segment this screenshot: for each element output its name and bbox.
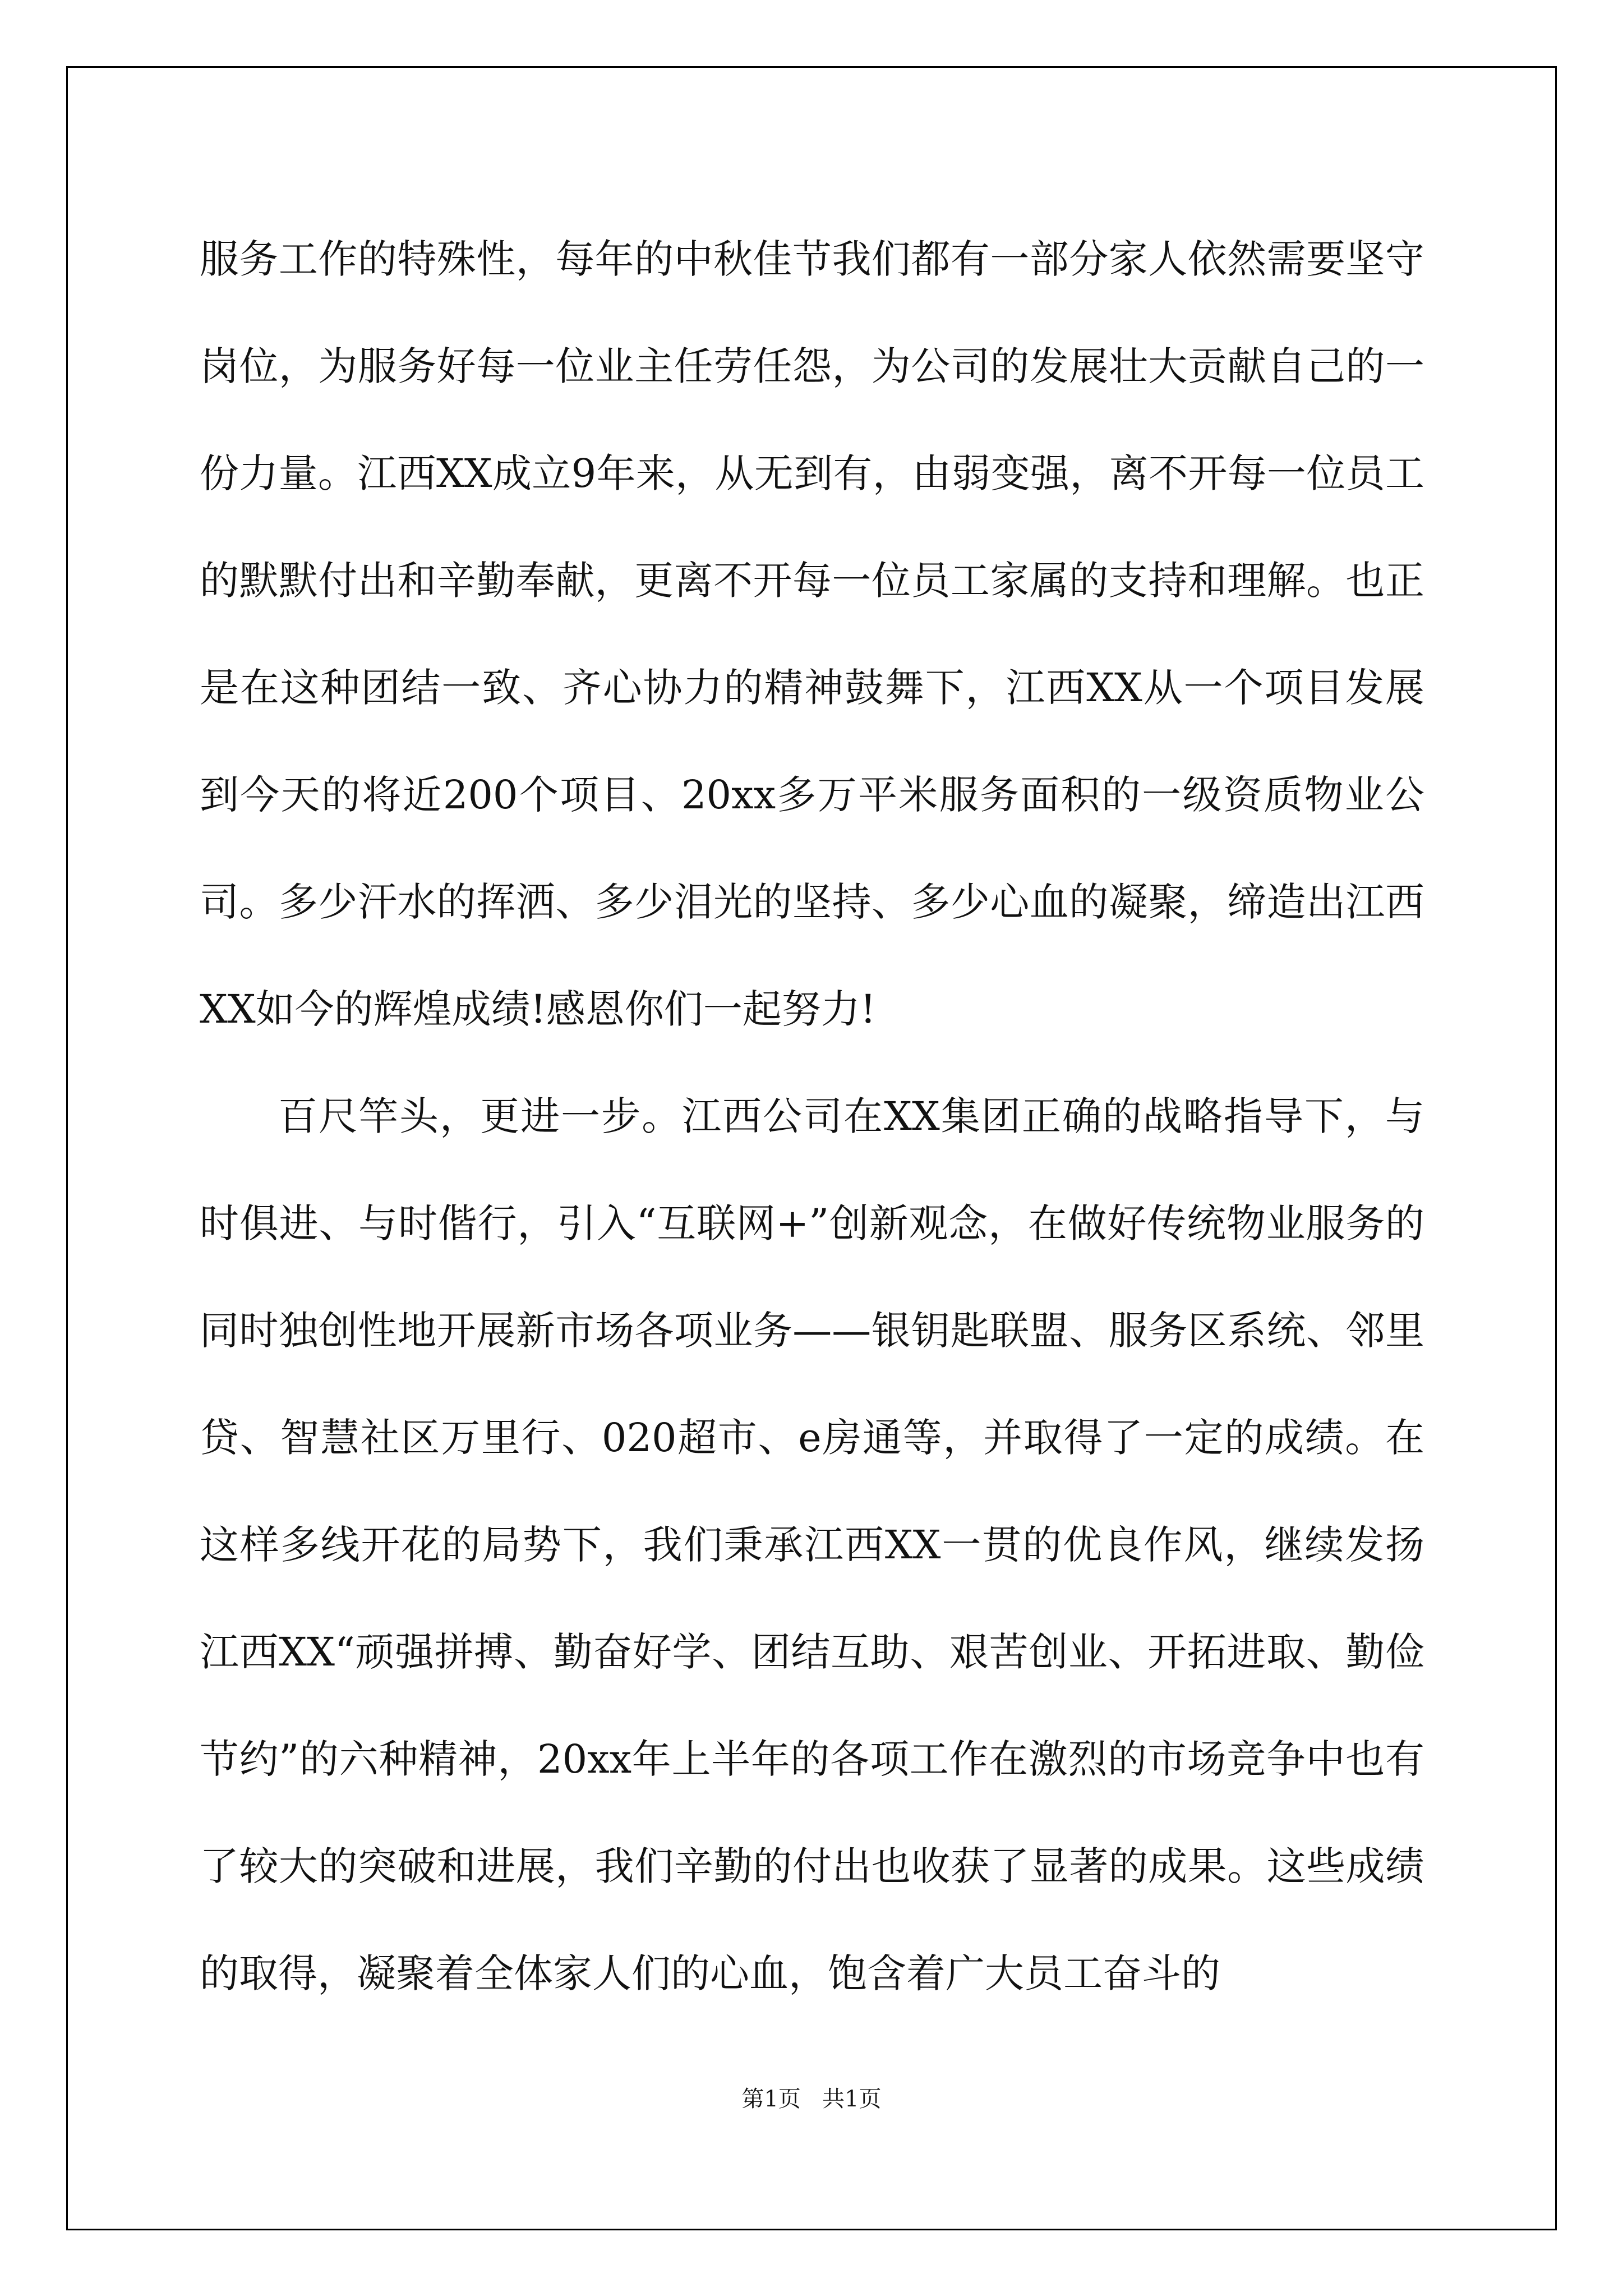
paragraph-2: 百尺竿头，更进一步。江西公司在XX集团正确的战略指导下，与时俱进、与时偕行，引入“互联网+”创新观念，在做好传统物业服务的同时独创性地开展新市场各项业务——银钥匙联盟、服务区系统、邻里贷、智慧社区万里行、020超市、e房通等，并取得了一定的成绩。在这样多线开花的局势下，我们秉承江西XX一贯的优良作风，继续发扬江西XX“顽强拼搏、勤奋好学、团结互助、艰苦创业、开拓进取、勤俭节约”的六种精神，20xx年上半年的各项工作在激烈的市场竞争中也有了较大的突破和进展，我们辛勤的付出也收获了显著的成果。这些成绩的取得，凝聚着全体家人们的心血，饱含着广大员工奋斗的: [200, 1093, 1424, 1996]
document-body: [200, 206, 1424, 2027]
page-footer: 第1页 共1页: [741, 2086, 882, 2112]
paragraph-1: 服务工作的特殊性，每年的中秋佳节我们都有一部分家人依然需要坚守岗位，为服务好每一位业主任劳任怨，为公司的发展壮大贡献自己的一份力量。江西XX成立9年来，从无到有，由弱变强，离不开每一位员工的默默付出和辛勤奉献，更离不开每一位员工家属的支持和理解。也正是在这种团结一致、齐心协力的精神鼓舞下，江西XX从一个项目发展到今天的将近200个项目、20xx多万平米服务面积的一级资质物业公司。多少汗水的挥洒、多少泪光的坚持、多少心血的凝聚，缔造出江西XX如今的辉煌成绩!感恩你们一起努力!: [200, 236, 1424, 1032]
